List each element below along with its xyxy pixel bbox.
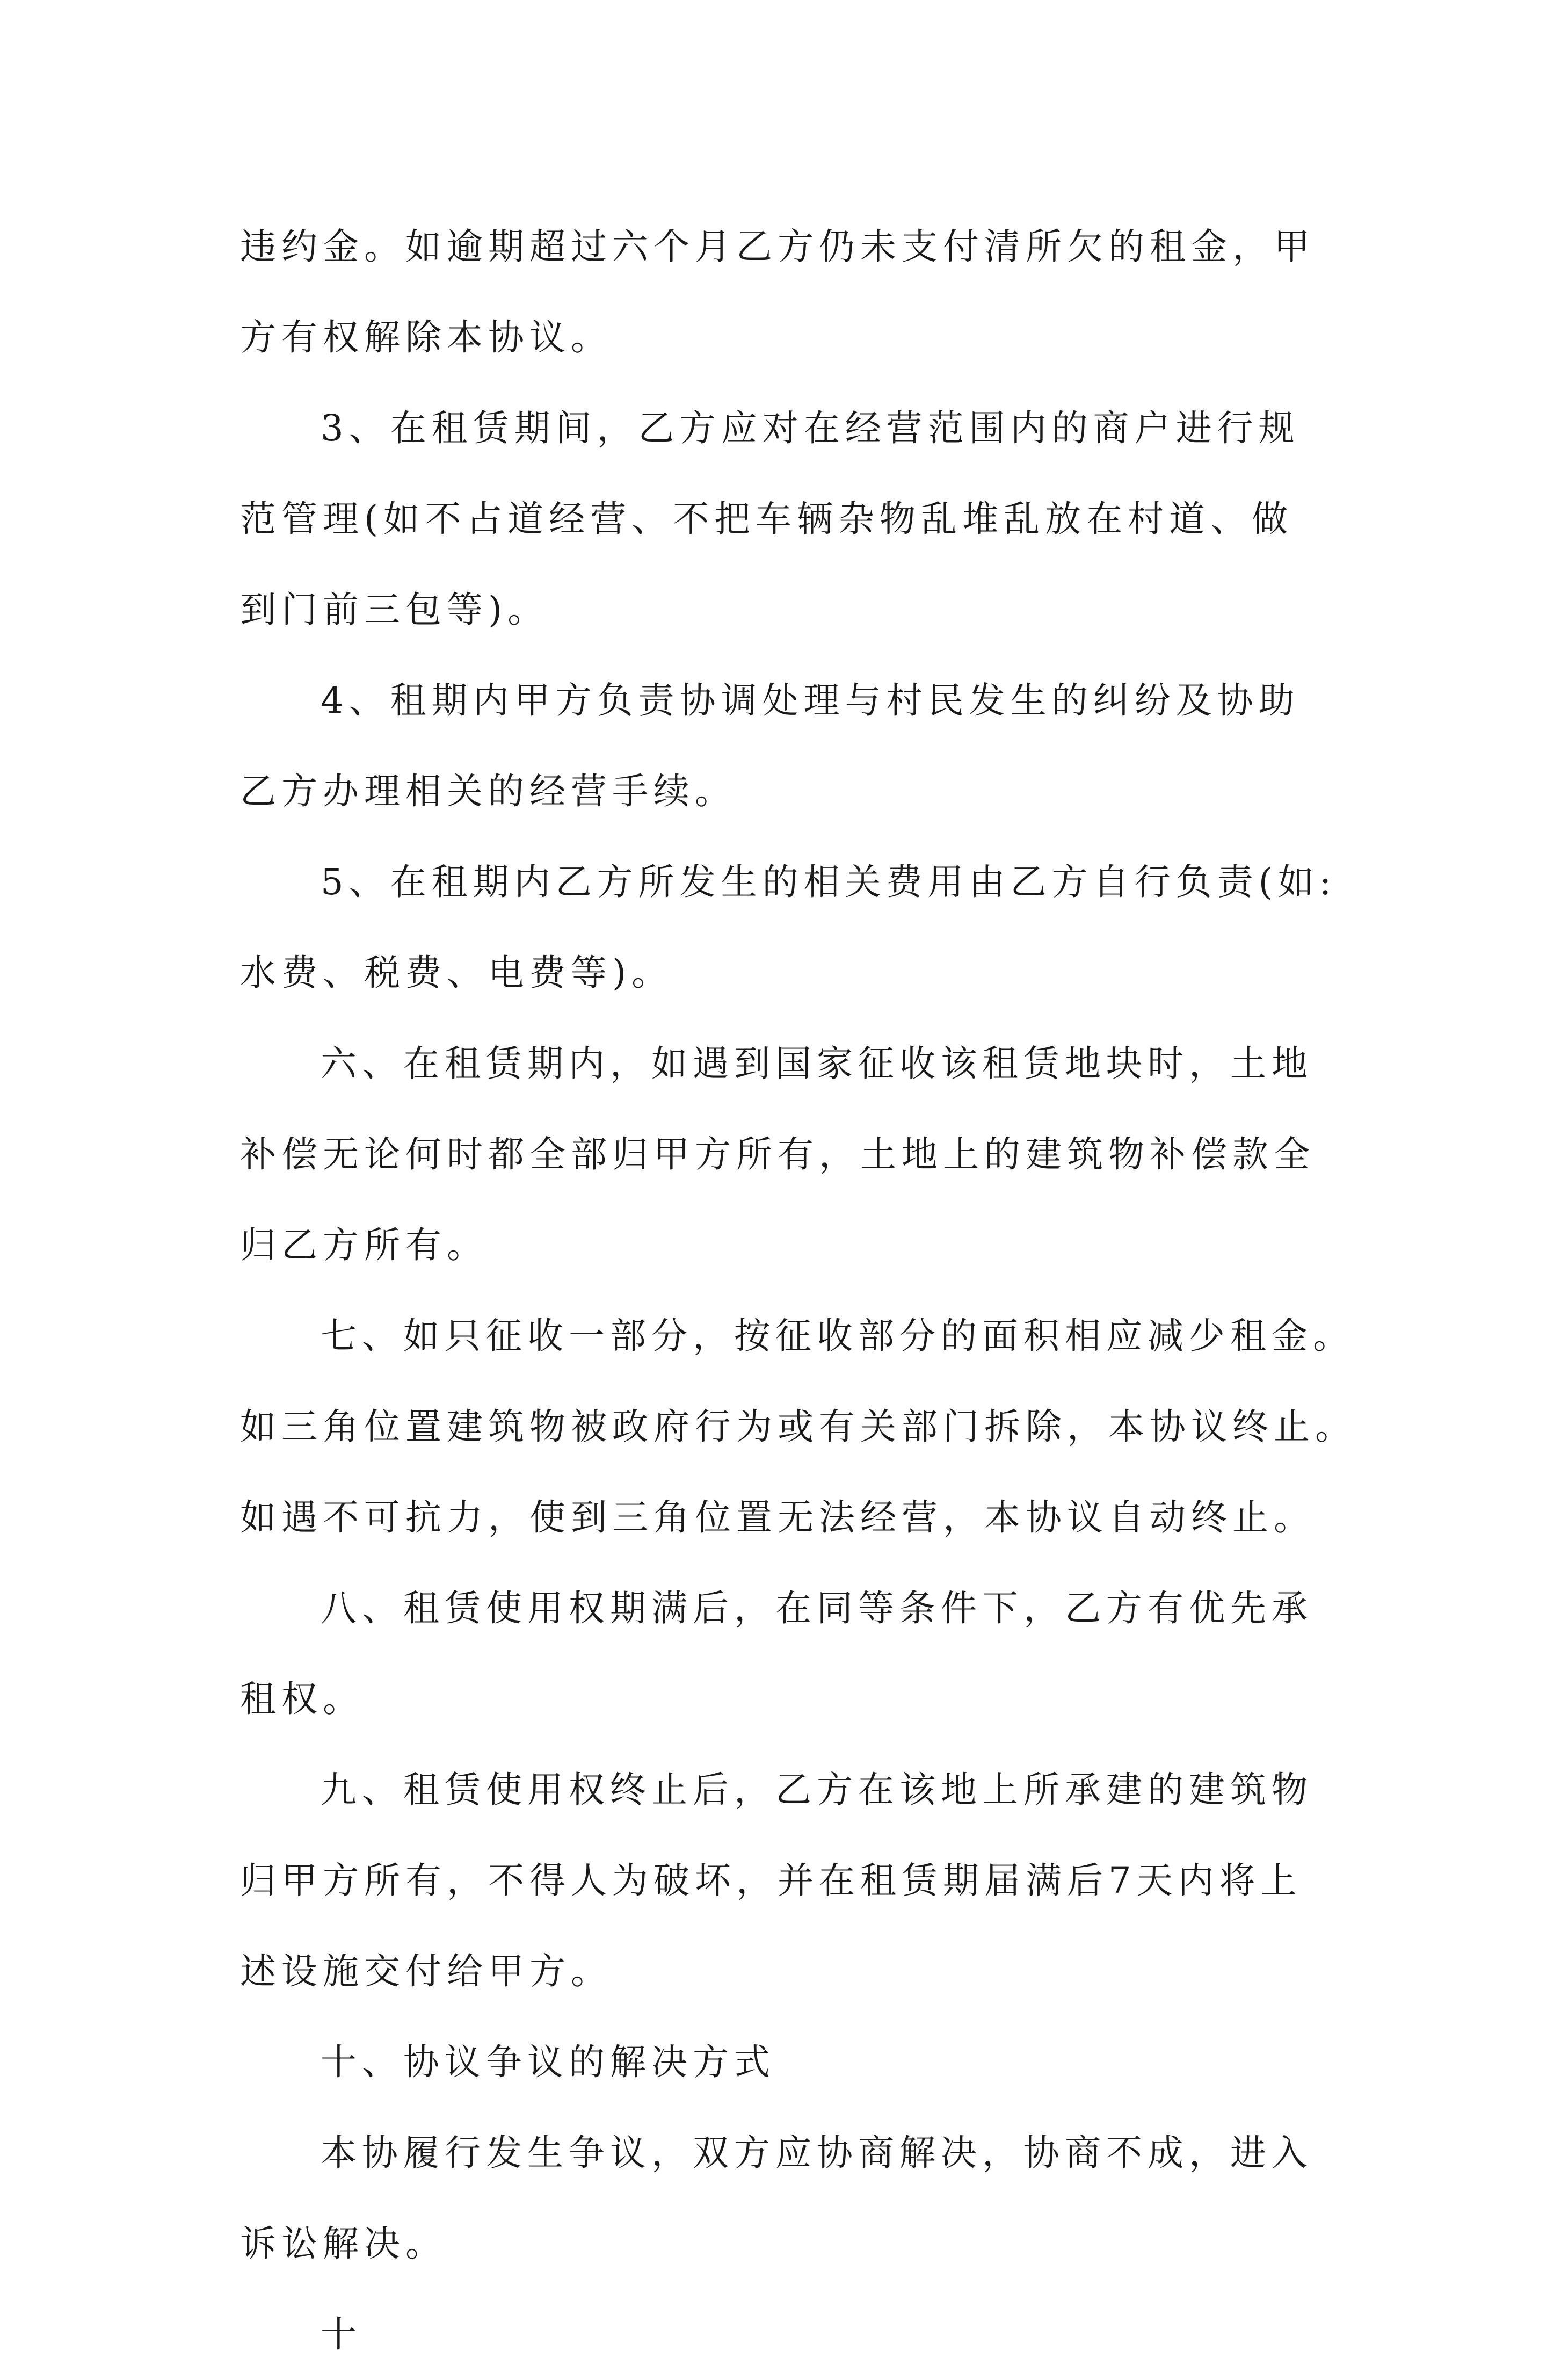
- text-line: 本协履行发生争议，双方应协商解决，协商不成，进入: [321, 2132, 1313, 2174]
- text-line: 八、租赁使用权期满后，在同等条件下，乙方有优先承: [321, 1587, 1313, 1629]
- text-line: 方有权解除本协议。: [240, 316, 612, 358]
- text-line: 归乙方所有。: [240, 1224, 488, 1266]
- text-line: 十: [321, 2313, 362, 2355]
- text-line: 七、如只征收一部分，按征收部分的面积相应减少租金。: [321, 1315, 1354, 1357]
- text-line: 4、租期内甲方负责协调处理与村民发生的纠纷及协助: [321, 679, 1300, 721]
- text-line: 如三角位置建筑物被政府行为或有关部门拆除，本协议终止。: [240, 1406, 1356, 1448]
- text-line: 如遇不可抗力，使到三角位置无法经营，本协议自动终止。: [240, 1496, 1315, 1538]
- document-body: [240, 201, 1356, 2380]
- text-line: 到门前三包等)。: [240, 589, 549, 631]
- text-line: 5、在租期内乙方所发生的相关费用由乙方自行负责(如:: [321, 861, 1337, 903]
- text-line: 述设施交付给甲方。: [240, 1950, 612, 1992]
- text-line: 九、租赁使用权终止后，乙方在该地上所承建的建筑物: [321, 1769, 1313, 1811]
- text-line: 六、在租赁期内，如遇到国家征收该租赁地块时，土地: [321, 1043, 1313, 1084]
- text-line: 3、在租赁期间，乙方应对在经营范围内的商户进行规: [321, 407, 1300, 449]
- text-line: 违约金。如逾期超过六个月乙方仍未支付清所欠的租金，甲: [240, 226, 1315, 267]
- text-line: 范管理(如不占道经营、不把车辆杂物乱堆乱放在村道、做: [240, 498, 1294, 540]
- text-line: 归甲方所有，不得人为破坏，并在租赁期届满后7天内将上: [240, 1860, 1302, 1901]
- text-line: 乙方办理相关的经营手续。: [240, 770, 736, 812]
- text-line: 租权。: [240, 1678, 364, 1720]
- text-line: 水费、税费、电费等)。: [240, 952, 673, 994]
- text-line: 诉讼解决。: [240, 2223, 447, 2265]
- text-line: 十、协议争议的解决方式: [321, 2041, 775, 2083]
- text-line: 补偿无论何时都全部归甲方所有，土地上的建筑物补偿款全: [240, 1133, 1315, 1175]
